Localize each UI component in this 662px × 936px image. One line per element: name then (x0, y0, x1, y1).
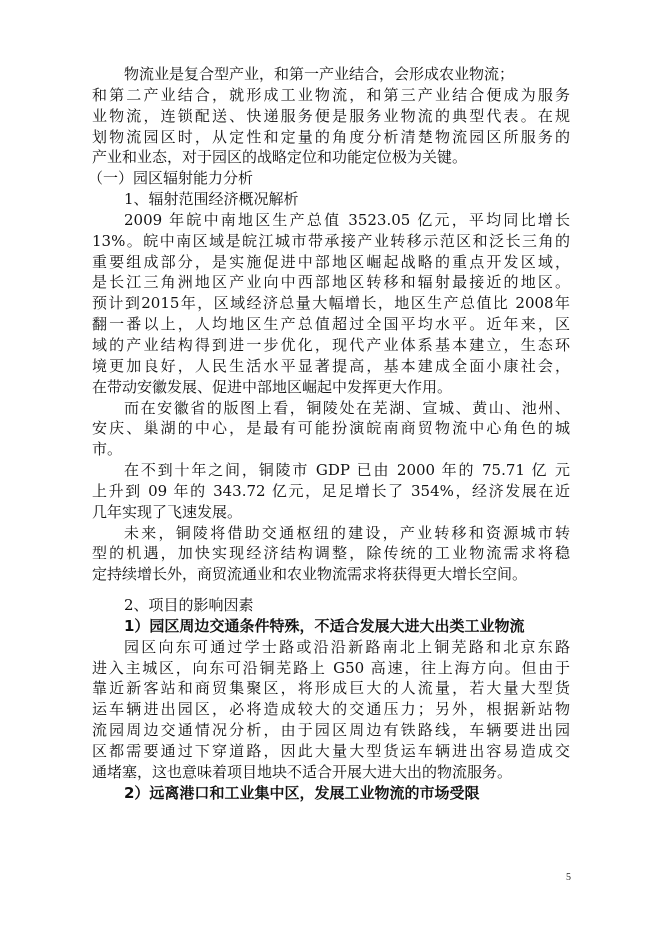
paragraph-line: 流园周边交通情况分析，由于园区周边有铁路线，车辆要进出园 (92, 721, 570, 740)
paragraph-line: 型的机遇，加快实现经济结构调整，除传统的工业物流需求将稳 (92, 544, 570, 563)
intro-line: 划物流园区时，从定性和定量的角度分析清楚物流园区所服务的 (92, 127, 570, 146)
paragraph-line: 域的产业结构得到进一步优化，现代产业体系基本建立，生态环 (92, 335, 570, 354)
paragraph-line: 园区向东可通过学士路或沿沿新路南北上铜芜路和北京东路 (124, 637, 570, 656)
paragraph-line: 区都需要通过下穿道路，因此大量大型货运车辆进出容易造成交 (92, 742, 570, 760)
factor-heading: 2）远离港口和工业集中区，发展工业物流的市场受限 (124, 783, 480, 802)
paragraph-line: 运车辆进出园区，必将造成较大的交通压力；另外，根据新站物 (92, 700, 570, 719)
paragraph-line: 市。 (92, 440, 123, 459)
paragraph-line: 翻一番以上，人均地区生产总值超过全国平均水平。近年来，区 (92, 315, 570, 334)
page-number: 5 (566, 872, 571, 883)
paragraph-line: 在带动安徽发展、促进中部地区崛起中发挥更大作用。 (92, 377, 453, 396)
paragraph-line: 定持续增长外，商贸流通业和农业物流需求将获得更大增长空间。 (92, 565, 528, 584)
intro-line: 业物流，连锁配送、快递服务便是服务业物流的典型代表。在规 (92, 106, 570, 125)
paragraph-line: 预计到2015年，区域经济总量大幅增长，地区生产总值比 2008年 (92, 294, 570, 313)
paragraph-line: 未来，铜陵将借助交通枢纽的建设，产业转移和资源城市转 (124, 523, 570, 542)
intro-line: 和第二产业结合，就形成工业物流，和第三产业结合便成为服务 (92, 85, 570, 104)
intro-line: 物流业是复合型产业，和第一产业结合，会形成农业物流； (124, 65, 515, 83)
subsection-heading: 1、辐射范围经济概况解析 (124, 190, 299, 209)
paragraph-line: 重要组成部分，是实施促进中部地区崛起战略的重点开发区域， (92, 252, 570, 271)
paragraph-line: 安庆、巢湖的中心，是最有可能扮演皖南商贸物流中心角色的城 (92, 419, 570, 438)
paragraph-line: 几年实现了飞速发展。 (92, 502, 243, 521)
paragraph-line: 靠近新客站和商贸集聚区，将形成巨大的人流量，若大量大型货 (92, 679, 570, 698)
paragraph-line: 而在安徽省的版图上看，铜陵处在芜湖、宣城、黄山、池州、 (124, 398, 570, 417)
paragraph-line: 通堵塞，这也意味着项目地块不适合开展大进大出的物流服务。 (92, 762, 513, 781)
factor-heading: 1）园区周边交通条件特殊，不适合发展大进大出类工业物流 (124, 616, 525, 635)
paragraph-line: 在不到十年之间，铜陵市 GDP 已由 2000 年的 75.71 亿 元 (124, 461, 570, 480)
subsection-heading: 2、项目的影响因素 (124, 596, 254, 615)
page-content (88, 64, 570, 804)
intro-line: 产业和业态，对于园区的战略定位和功能定位极为关键。 (92, 148, 468, 167)
paragraph-line: 是长江三角洲地区产业向中西部地区转移和辐射最接近的地区。 (92, 273, 570, 292)
paragraph-line: 2009 年皖中南地区生产总值 3523.05 亿元，平均同比增长 (124, 210, 570, 229)
paragraph-line: 进入主城区，向东可沿铜芜路上 G50 高速，往上海方向。但由于 (92, 658, 570, 677)
paragraph-gap (92, 585, 570, 595)
paragraph-line: 13%。皖中南区域是皖江城市带承接产业转移示范区和泛长三角的 (92, 231, 570, 250)
section-heading: （一）园区辐射能力分析 (88, 169, 254, 188)
paragraph-line: 上升到 09 年的 343.72 亿元，足足增长了 354%，经济发展在近 (92, 481, 570, 500)
paragraph-line: 境更加良好，人民生活水平显著提高，基本建成全面小康社会， (92, 356, 570, 375)
